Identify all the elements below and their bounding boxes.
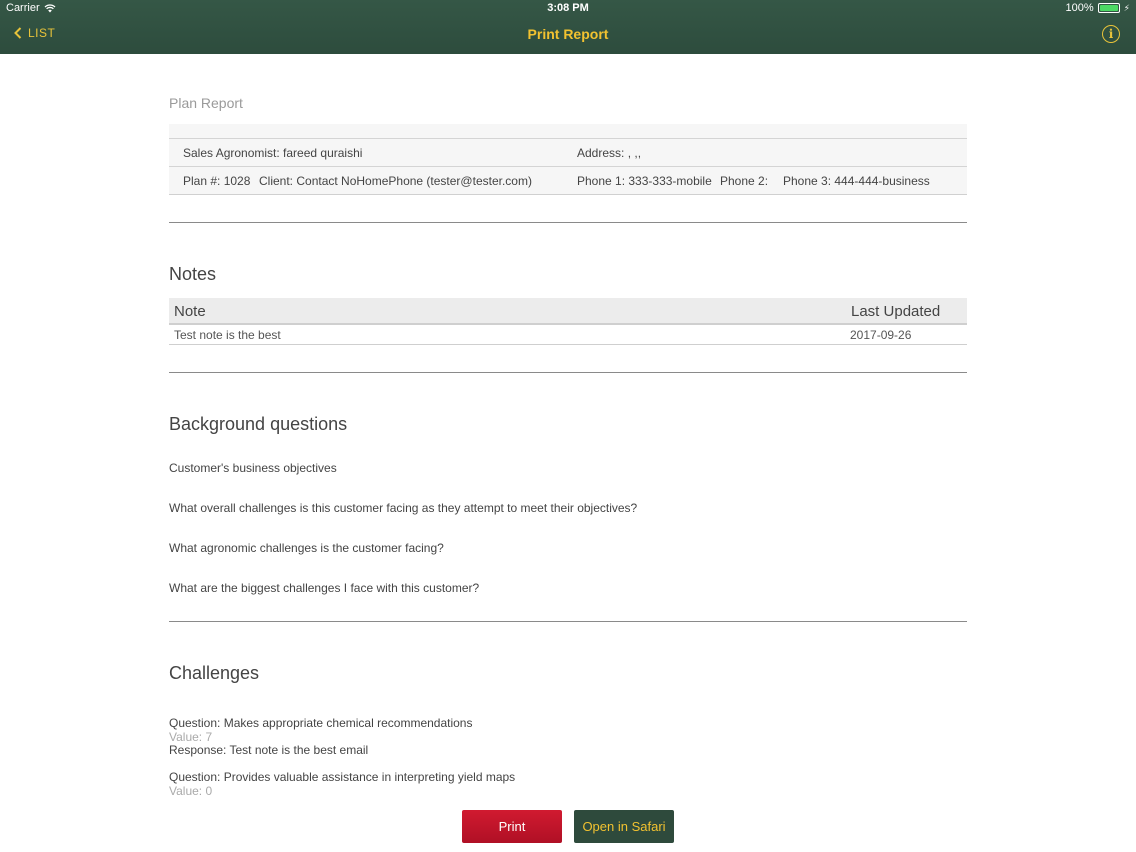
notes-title: Notes [169,264,217,284]
address: Address: , ,, [577,146,642,160]
status-bar [0,0,1136,17]
navigation-bar [0,17,1136,54]
background-question: What agronomic challenges is the customer facing? [169,541,444,555]
charging-icon: ⚡ [1123,2,1130,13]
plan-number: Plan #: 1028 [183,174,251,188]
back-button[interactable] [14,26,55,40]
open-in-safari-button[interactable]: Open in Safari [574,810,674,843]
info-row [169,138,967,166]
note-cell: Test note is the best [174,328,281,342]
chevron-left-icon [14,27,22,39]
print-button[interactable]: Print [462,810,562,843]
phone-3: Phone 3: 444-444-business [783,174,930,188]
battery-group [1066,2,1130,14]
challenge-response: Response: Test note is the best email [169,743,369,757]
background-question: What are the biggest challenges I face with this customer? [169,581,480,595]
notes-header [169,298,967,325]
top-bar [0,0,1136,54]
challenge-value: Value: 0 [169,784,213,798]
background-question: What overall challenges is this customer facing as they attempt to meet their objectives? [169,501,638,515]
carrier-label: Carrier [6,2,40,14]
status-time: 3:08 PM [547,2,589,14]
challenge-question: Question: Makes appropriate chemical recommendations [169,716,473,730]
client-info: Client: Contact NoHomePhone (tester@tester.com) [259,174,532,188]
background-question: Customer's business objectives [169,461,337,475]
background-title: Background questions [169,414,348,434]
challenges-title: Challenges [169,663,260,683]
battery-percent: 100% [1065,2,1094,14]
phone-1: Phone 1: 333-333-mobile [577,174,712,188]
battery-icon [1098,3,1120,13]
sales-agronomist: Sales Agronomist: fareed quraishi [183,146,363,160]
page-title: Print Report [527,26,609,42]
info-row [169,166,967,194]
plan-info-table [169,124,967,195]
back-button-label: LIST [28,26,56,40]
divider [169,621,967,622]
challenge-value: Value: 7 [169,730,213,744]
divider [169,372,967,373]
last-updated-column-header: Last Updated [851,303,941,320]
table-row [169,325,967,345]
report-title: Plan Report [169,95,243,111]
wifi-icon [44,4,56,13]
info-icon[interactable]: i [1102,25,1120,43]
note-column-header: Note [174,303,206,320]
divider [169,222,967,223]
updated-cell: 2017-09-26 [850,328,912,342]
challenge-question: Question: Provides valuable assistance in interpreting yield maps [169,770,516,784]
carrier-group [6,2,56,14]
notes-table [169,298,967,345]
phone-2: Phone 2: [720,174,769,188]
